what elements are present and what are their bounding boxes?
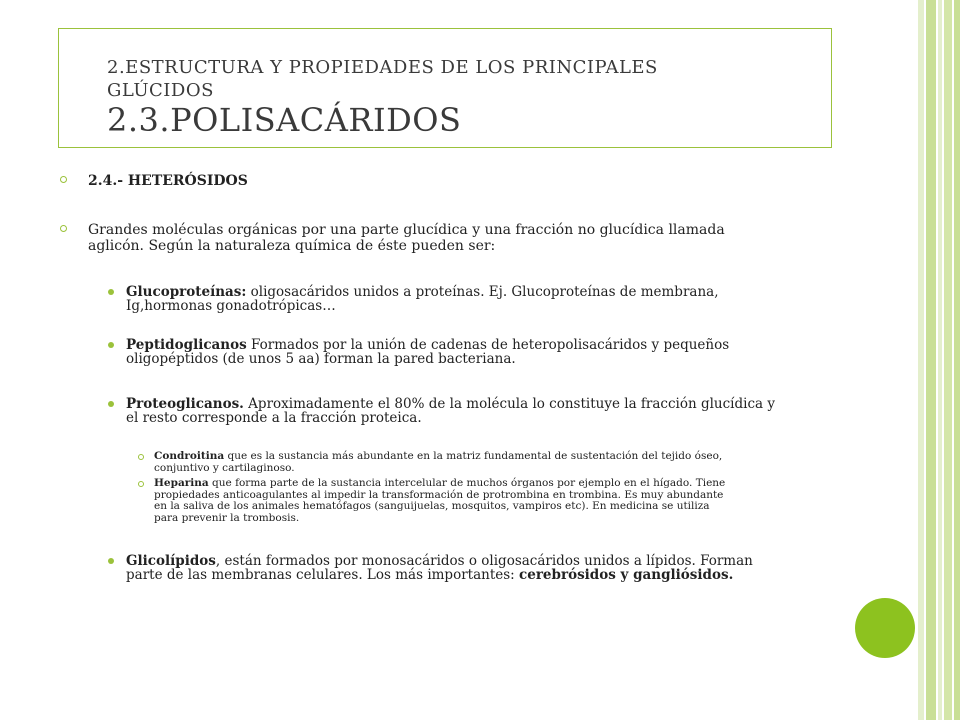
intro-line-1: Grandes moléculas orgánicas por una parte glucídica y una fracción no glucídica llamada [88, 222, 725, 238]
bullet-proteoglicanos [126, 397, 826, 425]
glicolipidos-text-2: parte de las membranas celulares. Los más importantes: [126, 567, 520, 583]
stripe [938, 0, 942, 720]
title-line-1: 2.ESTRUCTURA Y PROPIEDADES DE LOS PRINCIPALES [107, 57, 658, 78]
term-proteoglicanos: Proteoglicanos. [126, 396, 244, 412]
green-circle-decoration [855, 598, 915, 658]
glucoproteinas-text-2: Ig,hormonas gonadotrópicas… [126, 298, 336, 314]
heparina-text-3: en la saliva de los animales hematófagos (sanguijuelas, mosquitos, vampiros etc). En medicina se utiliza [154, 500, 710, 512]
hollow-bullet-icon [60, 225, 67, 232]
bullet-peptidoglicanos [126, 338, 826, 366]
glicolipidos-text-1: , están formados por monosacáridos o oligosacáridos unidos a lípidos. Forman [215, 553, 753, 569]
stripe [954, 0, 960, 720]
intro-line-2: aglicón. Según la naturaleza química de éste pueden ser: [88, 238, 496, 254]
proteoglicanos-text-2: el resto corresponde a la fracción proteica. [126, 410, 422, 426]
bullet-glucoproteinas [126, 285, 826, 313]
hollow-bullet-icon [138, 481, 144, 487]
filled-bullet-icon [108, 342, 114, 348]
filled-bullet-icon [108, 558, 114, 564]
stripe [944, 0, 952, 720]
stripe [926, 0, 936, 720]
filled-bullet-icon [108, 289, 114, 295]
hollow-bullet-icon [60, 176, 67, 183]
stripe [918, 0, 924, 720]
term-peptidoglicanos: Peptidoglicanos [126, 337, 247, 353]
peptidoglicanos-text-1: Formados por la unión de cadenas de heteropolisacáridos y pequeños [246, 337, 730, 353]
glucoproteinas-text-1: oligosacáridos unidos a proteínas. Ej. Glucoproteínas de membrana, [246, 284, 719, 300]
term-condroitina: Condroitina [154, 450, 225, 462]
hollow-bullet-icon [138, 454, 144, 460]
peptidoglicanos-text-2: oligopéptidos (de unos 5 aa) forman la pared bacteriana. [126, 351, 516, 367]
term-heparina: Heparina [154, 477, 209, 489]
bullet-condroitina [154, 451, 824, 474]
bullet-heparina [154, 478, 824, 524]
section-heading: 2.4.- HETERÓSIDOS [88, 173, 248, 189]
heparina-text-2: propiedades anticoagulantes al impedir la transformación de protrombina en trombina. Es muy abundante [154, 488, 724, 501]
condroitina-text-2: conjuntivo y cartilaginoso. [154, 461, 295, 474]
heparina-text-1: que forma parte de la sustancia intercelular de muchos órganos por ejemplo en el hígado. Tiene [208, 477, 726, 489]
condroitina-text-1: que es la sustancia más abundante en la matriz fundamental de sustentación del tejido óseo, [224, 450, 723, 462]
term-glucoproteinas: Glucoproteínas: [126, 284, 247, 300]
glicolipidos-emphasis: cerebrósidos y gangliósidos. [519, 567, 734, 583]
heparina-text-4: para prevenir la trombosis. [154, 511, 300, 524]
proteoglicanos-text-1: Aproximadamente el 80% de la molécula lo constituye la fracción glucídica y [243, 396, 775, 412]
bullet-intro [88, 222, 828, 254]
title-line-2: GLÚCIDOS [107, 80, 214, 101]
term-glicolipidos: Glicolípidos [126, 553, 216, 569]
decorative-stripes [918, 0, 960, 720]
filled-bullet-icon [108, 401, 114, 407]
page-title: 2.3.POLISACÁRIDOS [107, 101, 462, 139]
bullet-glicolipidos [126, 554, 826, 582]
bullet-heterosidos [88, 173, 828, 189]
title-box [58, 28, 832, 148]
